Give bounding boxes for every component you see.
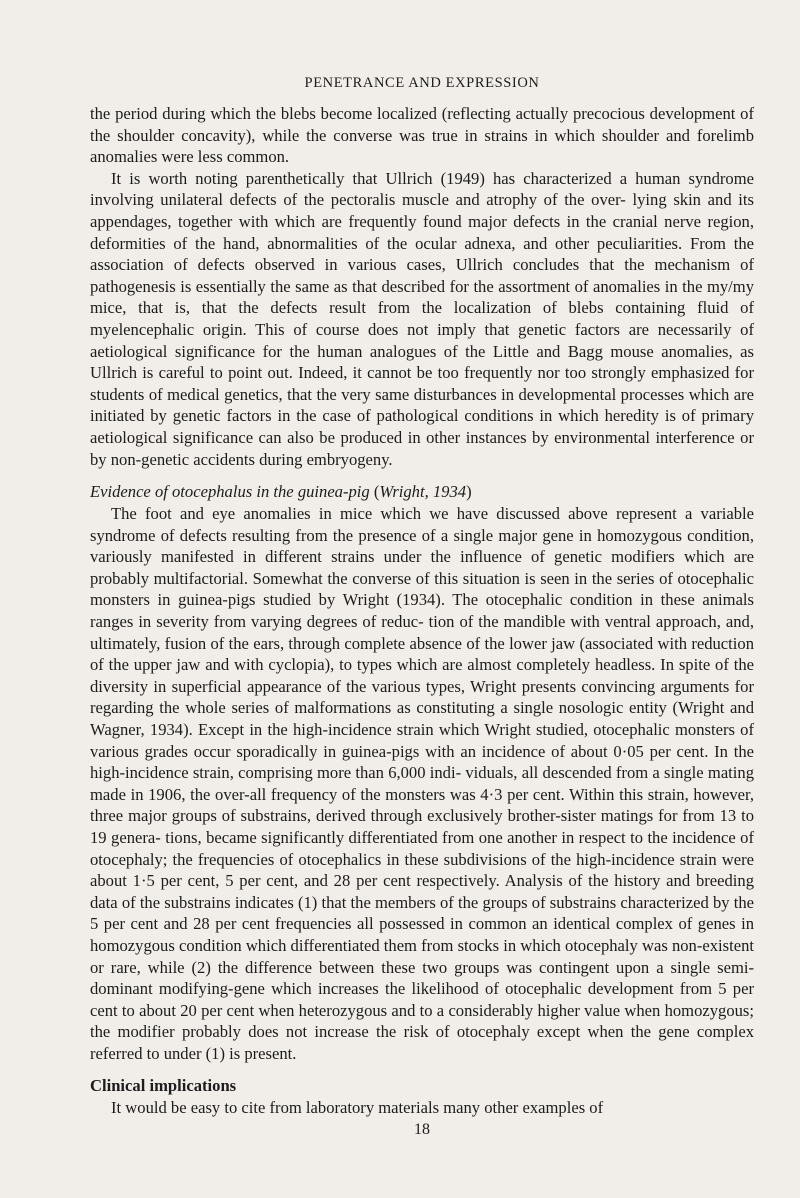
paragraph-continuation: the period during which the blebs become localized (reflecting actually precocious development of the shoulder concavity), while the converse was true in strains in which shoulder and forelimb anomalies were less common. [90,104,754,167]
running-head: PENETRANCE AND EXPRESSION [304,75,540,91]
heading-paren-close: ) [466,482,472,502]
heading-citation: Wright, 1934 [379,482,467,502]
heading-paren-open: ( [369,482,380,502]
section-heading-otocephalus [90,481,754,503]
paragraph-otocephalus: The foot and eye anomalies in mice which we have discussed above represent a variable syndrome of defects resulting from the presence of a single major gene in homozygous condition, variously manifested in different strains under the influence of genetic modifiers which are probably multifactorial. Somewhat the converse of this situation is seen in the series of otocephalic monsters in guinea-pigs studied by Wright (1934). The otocephalic condition in these animals ranges in severity from varying degrees of reduc- tion of the mandible with ventral approach, and, ultimately, fusion of the ears, through complete absence of the lower jaw (associated with reduction of the upper jaw and with cyclopia), to types which are almost completely headless. In spite of the diversity in superficial appearance of the various types, Wright presents convincing arguments for regarding the whole series of malformations as constituting a single nosologic entity (Wright and Wagner, 1934). Except in the high-incidence strain which Wright studied, otocephalic monsters of various grades occur sporadically in guinea-pigs with an incidence of about 0·05 per cent. In the high-incidence strain, comprising more than 6,000 indi- viduals, all descended from a single mating made in 1906, the over-all frequency of the monsters was 4·3 per cent. Within this strain, however, three major groups of substrains, derived through exclusively brother-sister matings for from 13 to 19 genera- tions, became significantly differentiated from one another in respect to the incidence of otocephaly; the frequencies of otocephalics in these subdivisions of the high-incidence strain were about 1·5 per cent, 5 per cent, and 28 per cent respectively. Analysis of the history and breeding data of the substrains indicates (1) that the members of the groups of substrains characterized by the 5 per cent and 28 per cent frequencies all possessed in common an identical complex of genes in homozygous condition which differentiated them from stocks in which otocephaly was non-existent or rare, while (2) the difference between these two groups was contingent upon a single semi-dominant modifying-gene which increases the likelihood of otocephalic development from 5 per cent to about 20 per cent when heterozygous and to a considerably higher value when homozygous; the modifier probably does not increase the risk of otocephaly except when the gene complex referred to under (1) is present. [90,504,754,1063]
page [90,0,754,1141]
page-number: 18 [414,1121,430,1139]
section-heading-clinical: Clinical implications [90,1075,237,1095]
heading-title: Evidence of otocephalus in the guinea-pig [90,482,370,502]
paragraph-ullrich: It is worth noting parenthetically that Ullrich (1949) has characterized a human syndrome involving unilateral defects of the pectoralis muscle and atrophy of the over- lying skin and its appendages, together with which are frequently found major defects in the cranial nerve region, deformities of the hand, abnormalities of the ocular adnexa, and other peculiarities. From the association of defects observed in various cases, Ullrich concludes that the mechanism of pathogenesis is essentially the same as that described for the assortment of anomalies in the my/my mice, that is, that the defects result from the localization of blebs containing fluid of myelencephalic origin. This of course does not imply that genetic factors are necessarily of aetiological significance for the human analogues of the Little and Bagg mouse anomalies, as Ullrich is careful to point out. Indeed, it cannot be too frequently nor too strongly emphasized for students of medical genetics, that the very same disturbances in developmental processes which are initiated by genetic factors in the case of pathological conditions in which heredity is of primary aetiological significance can also be produced in other instances by environmental interference or by non-genetic accidents during embryogeny. [90,168,754,469]
paragraph-clinical: It would be easy to cite from laboratory materials many other examples of [111,1097,604,1117]
